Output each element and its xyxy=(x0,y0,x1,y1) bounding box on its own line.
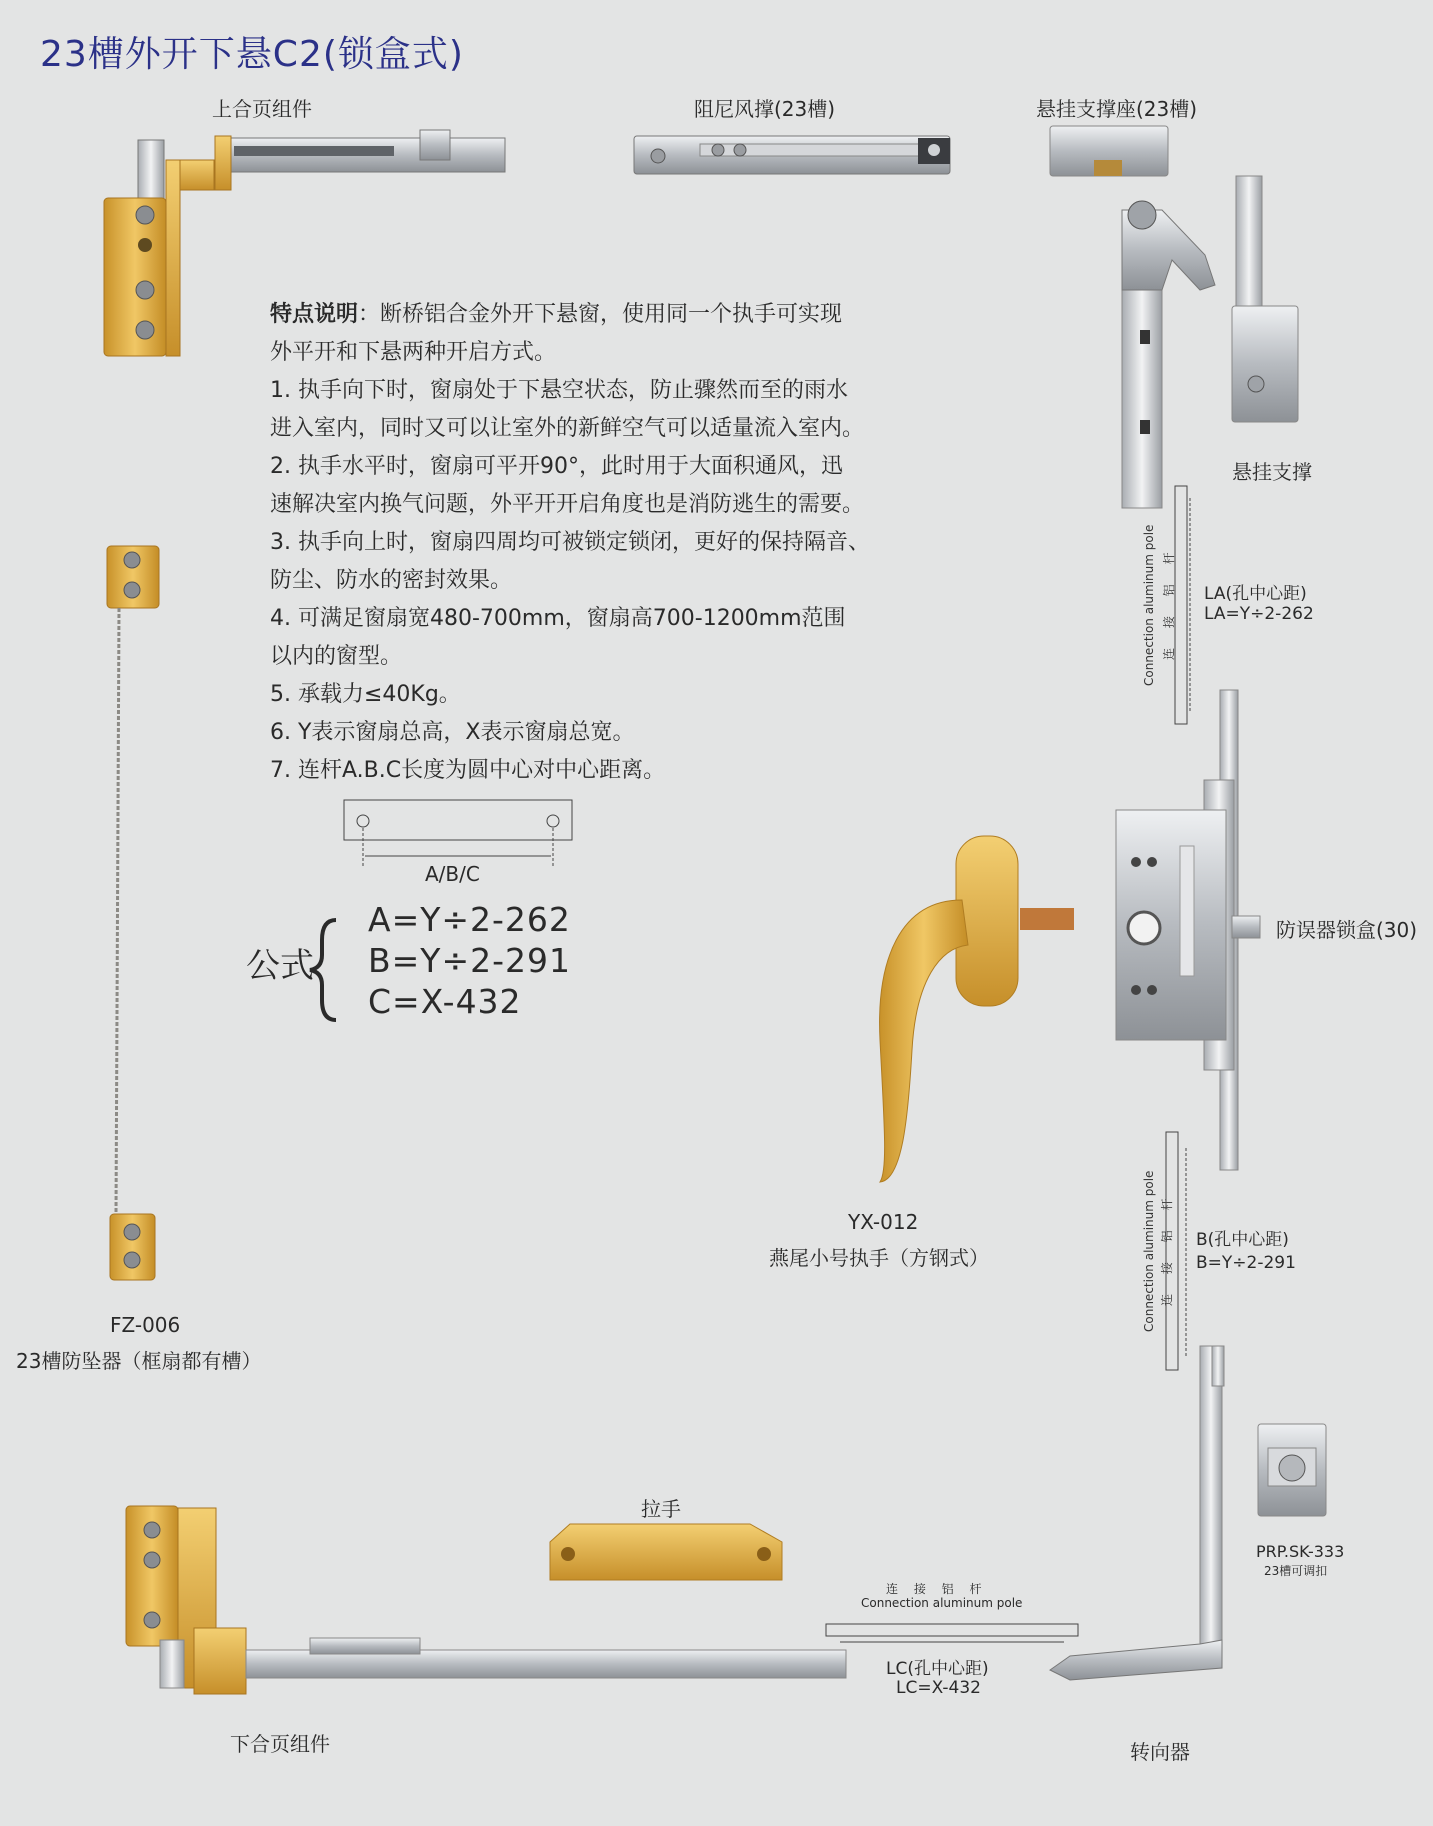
label-pull-handle: 拉手 xyxy=(641,1497,681,1521)
formula-b: B=Y÷2-291 xyxy=(368,941,571,980)
description-line: 1. 执手向下时，窗扇处于下悬空状态，防止骤然而至的雨水 xyxy=(270,378,848,403)
formula-label: 公式 xyxy=(246,946,314,986)
description-line: 6. Y表示窗扇总高，X表示窗扇总宽。 xyxy=(270,720,635,745)
damper-image xyxy=(634,136,950,174)
label-anti-fall-name: 23槽防坠器（框扇都有槽） xyxy=(16,1349,262,1373)
label-damper: 阻尼风撑(23槽) xyxy=(694,97,836,121)
pole-lc-formula: LC=X-432 xyxy=(896,1678,981,1698)
anti-fall-image xyxy=(107,546,159,1280)
label-keeper-name: 23槽可调扣 xyxy=(1264,1564,1328,1578)
stay-seat-image xyxy=(1050,126,1168,176)
label-stay: 悬挂支撑 xyxy=(1232,460,1312,484)
label-handle-name: 燕尾小号执手（方钢式） xyxy=(769,1246,989,1270)
description-line: 7. 连杆A.B.C长度为圆中心对中心距离。 xyxy=(270,758,666,783)
pole-la-formula: LA=Y÷2-262 xyxy=(1204,604,1314,624)
label-handle-code: YX-012 xyxy=(848,1210,919,1234)
description-line: 外平开和下悬两种开启方式。 xyxy=(270,340,557,365)
link-diagram-label: A/B/C xyxy=(425,862,480,886)
description-line: 4. 可满足窗扇宽480-700mm，窗扇高700-1200mm范围 xyxy=(270,606,846,631)
pole-la-en: Connection aluminum pole xyxy=(1142,524,1156,686)
pole-la-title: LA(孔中心距) xyxy=(1204,584,1307,604)
link-diagram xyxy=(344,800,572,866)
pole-b-en: Connection aluminum pole xyxy=(1142,1170,1156,1332)
pole-lc-en: Connection aluminum pole xyxy=(861,1596,1023,1610)
formula-c: C=X-432 xyxy=(368,982,522,1021)
pull-handle-image xyxy=(550,1524,782,1580)
description-line: 速解决室内换气问题，外平开开启角度也是消防逃生的需要。 xyxy=(270,492,865,517)
description-line: 以内的窗型。 xyxy=(270,644,403,669)
description-heading: 特点说明 xyxy=(270,302,359,327)
handle-image xyxy=(880,836,1074,1182)
page-title: 23槽外开下悬C2(锁盒式) xyxy=(40,34,464,75)
label-corner: 转向器 xyxy=(1130,1740,1190,1764)
lock-box-image xyxy=(1116,690,1260,1170)
description-line: 进入室内，同时又可以让室外的新鲜空气可以适量流入室内。 xyxy=(270,416,865,441)
label-bottom-hinge: 下合页组件 xyxy=(230,1732,330,1756)
keeper-image xyxy=(1258,1424,1326,1516)
label-keeper-code: PRP.SK-333 xyxy=(1256,1542,1345,1561)
pole-b-title: B(孔中心距) xyxy=(1196,1230,1289,1250)
label-stay-seat: 悬挂支撑座(23槽) xyxy=(1036,97,1198,121)
pole-lc-cn: 连 接 铝 杆 xyxy=(886,1582,988,1596)
pole-lc-drawing xyxy=(826,1624,1078,1642)
description-intro: ：断桥铝合金外开下悬窗，使用同一个执手可实现 xyxy=(358,302,843,327)
pole-b-drawing xyxy=(1166,1132,1186,1370)
top-hinge-image xyxy=(104,130,505,356)
description-line: 3. 执手向上时，窗扇四周均可被锁定锁闭，更好的保持隔音、 xyxy=(270,530,870,555)
pole-la-cn: 连 接 铝 杆 xyxy=(1162,544,1176,660)
pole-b-cn: 连 接 铝 杆 xyxy=(1160,1190,1174,1306)
pole-la-drawing xyxy=(1175,486,1190,724)
description-line: 5. 承载力≤40Kg。 xyxy=(270,682,461,707)
label-top-hinge: 上合页组件 xyxy=(212,97,312,121)
stay-image xyxy=(1122,176,1298,508)
description-line: 2. 执手水平时，窗扇可平开90°，此时用于大面积通风，迅 xyxy=(270,454,843,479)
pole-lc-title: LC(孔中心距) xyxy=(886,1659,989,1679)
label-anti-fall-code: FZ-006 xyxy=(110,1313,181,1337)
description-line: 防尘、防水的密封效果。 xyxy=(270,568,513,593)
formula-brace xyxy=(310,920,336,1020)
formula-a: A=Y÷2-262 xyxy=(368,900,571,939)
corner-image xyxy=(1050,1346,1224,1680)
label-lock-box: 防误器锁盒(30) xyxy=(1276,918,1418,942)
pole-b-formula: B=Y÷2-291 xyxy=(1196,1253,1296,1273)
